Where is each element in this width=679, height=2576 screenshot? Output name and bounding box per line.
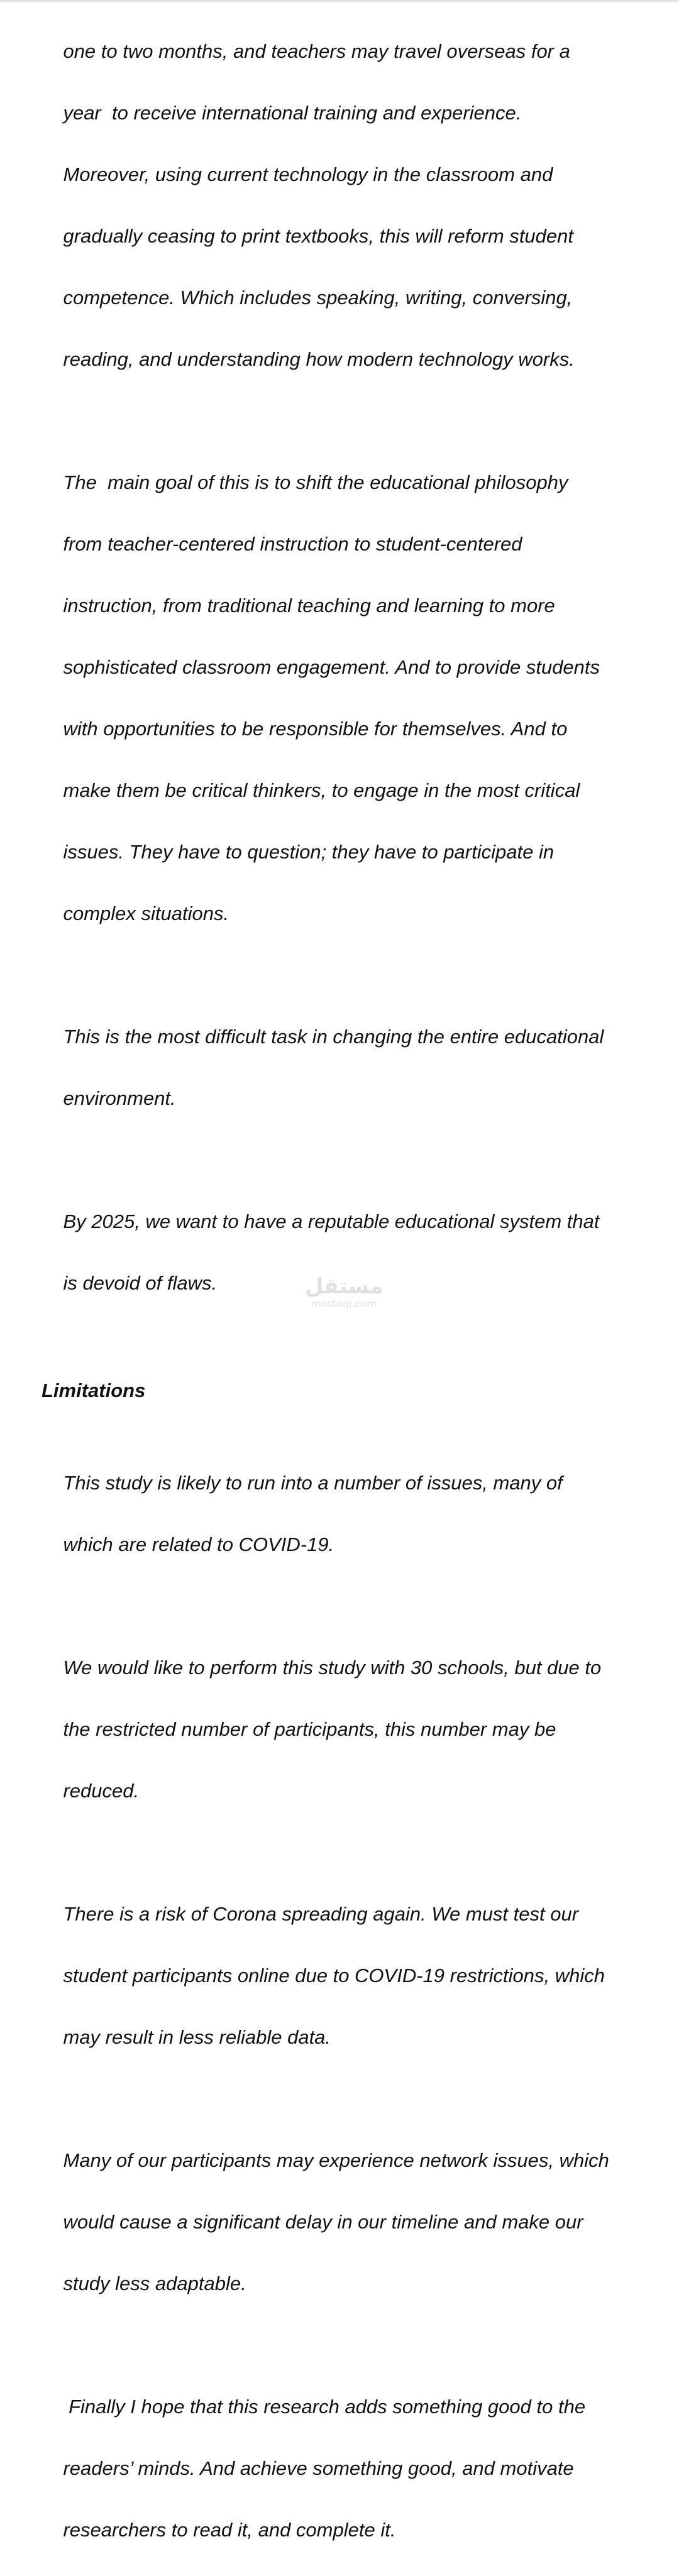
- text-line: There is a risk of Corona spreading again. We must test our: [63, 1903, 579, 1925]
- text-line: Moreover, using current technology in the classroom and: [63, 163, 553, 185]
- text-line: environment.: [63, 1087, 176, 1109]
- text-line: Many of our participants may experience network issues, which: [63, 2149, 609, 2171]
- text-line: competence. Which includes speaking, writing, conversing,: [63, 287, 573, 309]
- text-line: would cause a significant delay in our timeline and make our: [63, 2211, 583, 2233]
- paragraph-5: [41, 1437, 645, 1591]
- text-line: This study is likely to run into a number of issues, many of: [63, 1472, 563, 1494]
- text-line: one to two months, and teachers may travel overseas for a: [63, 40, 570, 62]
- text-line: which are related to COVID-19.: [63, 1533, 334, 1555]
- text-line: readers’ minds. And achieve something good, and motivate: [63, 2457, 574, 2479]
- text-line: instruction, from traditional teaching and learning to more: [63, 595, 555, 617]
- paragraph-4: [41, 1175, 645, 1329]
- text-line: from teacher-centered instruction to student-centered: [63, 533, 522, 555]
- text-line: reduced.: [63, 1780, 140, 1802]
- text-line: is devoid of flaws.: [63, 1272, 218, 1294]
- text-line: student participants online due to COVID-19 restrictions, which: [63, 1965, 605, 1987]
- text-line: make them be critical thinkers, to engage in the most critical: [63, 779, 580, 801]
- text-line: Finally I hope that this research adds something good to the: [63, 2396, 586, 2418]
- paragraph-1: [41, 5, 645, 405]
- paragraph-2: [41, 436, 645, 960]
- text-line: By 2025, we want to have a reputable educational system that: [63, 1210, 600, 1232]
- text-line: reading, and understanding how modern technology works.: [63, 348, 575, 370]
- paragraph-6: [41, 1621, 645, 1837]
- text-line: This is the most difficult task in changing the entire educational: [63, 1026, 604, 1048]
- text-line: issues. They have to question; they have to participate in: [63, 841, 555, 863]
- text-line: with opportunities to be responsible for themselves. And to: [63, 718, 568, 740]
- text-line: study less adaptable.: [63, 2272, 246, 2294]
- text-line: the restricted number of participants, this number may be: [63, 1718, 556, 1740]
- text-line: The main goal of this is to shift the educational philosophy: [63, 471, 568, 493]
- paragraph-7: [41, 1868, 645, 2083]
- paragraph-8: [41, 2114, 645, 2330]
- document-body: [41, 5, 645, 2576]
- watermark-sub: mostaql.com: [311, 1298, 377, 1310]
- text-line: may result in less reliable data.: [63, 2026, 331, 2048]
- text-line: researchers to read it, and complete it.: [63, 2519, 396, 2541]
- paragraph-9: [41, 2360, 645, 2576]
- text-line: complex situations.: [63, 902, 229, 924]
- section-heading-limitations: Limitations: [41, 1379, 146, 1401]
- top-divider: [0, 0, 679, 2]
- watermark-main: مستقل: [304, 1274, 384, 1299]
- text-line: gradually ceasing to print textbooks, this will reform student: [63, 225, 574, 247]
- text-line: We would like to perform this study with 30 schools, but due to: [63, 1657, 602, 1679]
- text-line: year to receive international training and experience.: [63, 102, 522, 124]
- paragraph-3: [41, 990, 645, 1144]
- text-line: sophisticated classroom engagement. And to provide students: [63, 656, 600, 678]
